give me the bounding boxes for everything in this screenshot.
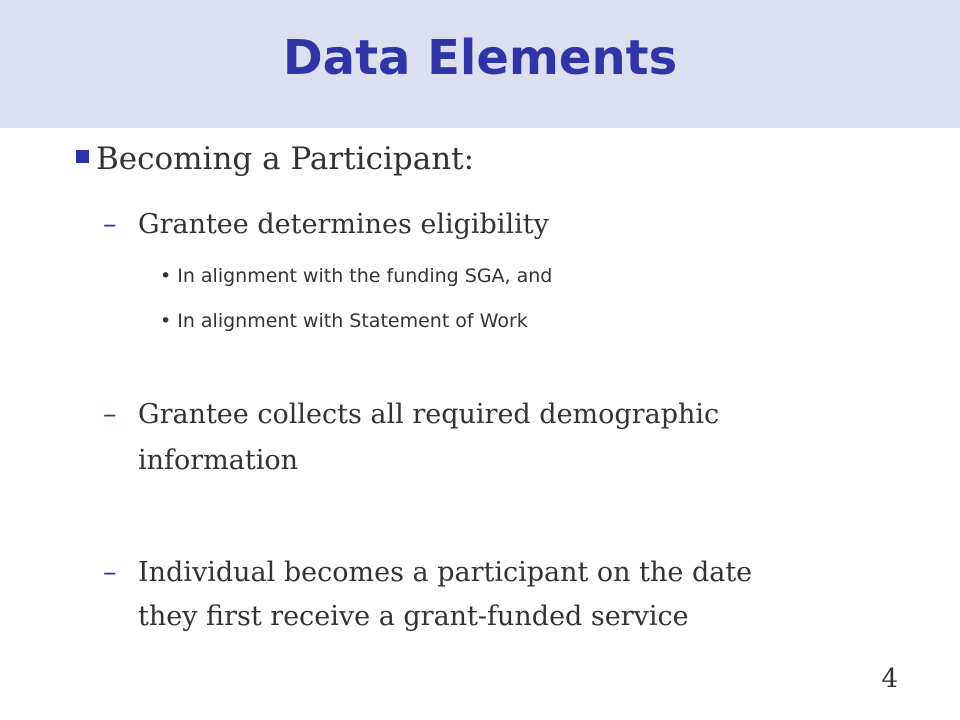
page-number: 4: [881, 664, 898, 694]
item-eligibility: Grantee determines eligibility: [138, 209, 549, 240]
item-participant-line1: Individual becomes a participant on the date: [138, 557, 753, 588]
sub-item-sow-text: In alignment with Statement of Work: [177, 310, 528, 332]
sub-item-sga: [160, 264, 552, 289]
dash-bullet-icon: –: [103, 557, 117, 588]
dash-bullet-icon: –: [103, 209, 117, 240]
dash-bullet-icon: –: [103, 399, 117, 430]
sub-item-sga-text: In alignment with the funding SGA, and: [177, 265, 553, 287]
item-demographic-line1: Grantee collects all required demographic: [138, 399, 720, 430]
square-bullet-icon: [76, 150, 89, 163]
slide-title: Data Elements: [282, 30, 678, 86]
sub-item-sow: [160, 309, 528, 334]
dot-bullet-icon: •: [160, 265, 172, 287]
level1-bullet-text: Becoming a Participant:: [96, 141, 475, 177]
item-demographic-line2: information: [138, 445, 299, 476]
item-participant-line2: they first receive a grant-funded service: [138, 601, 689, 632]
dot-bullet-icon: •: [160, 310, 172, 332]
